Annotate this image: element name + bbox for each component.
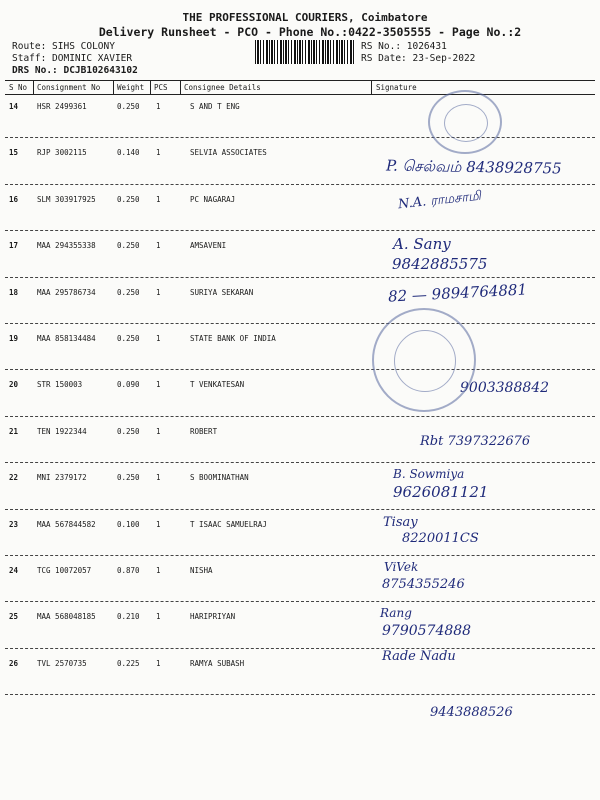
stamp-bank [372,308,476,412]
row-consignee: PC NAGARAJ [190,194,236,204]
signature: ViVek [384,560,419,574]
row-separator [5,416,595,417]
row-weight: 0.250 [117,102,140,111]
row-sno: 15 [9,148,19,158]
row-pcs: 1 [156,658,161,668]
row-pcs: 1 [156,334,161,343]
row-pcs: 1 [156,380,161,390]
row-separator [5,184,595,185]
row-sno: 25 [9,612,19,622]
route: Route: SIHS COLONY [12,41,115,52]
rs-date: RS Date: 23-Sep-2022 [361,53,476,64]
row-separator [5,137,595,138]
signature: Rang [380,606,412,621]
row-consignment-no: MAA 567844582 [37,519,96,529]
row-consignee: T ISAAC SAMUELRAJ [190,519,267,529]
signature: 9003388842 [460,380,550,397]
row-sno: 17 [9,241,19,251]
row-consignment-no: MAA 294355338 [37,241,96,251]
row-consignee: HARIPRIYAN [190,612,236,622]
table-top-border [5,80,595,81]
row-consignment-no: TEN 1922344 [37,426,87,436]
signature-phone: 9790574888 [382,623,472,640]
row-sno: 24 [9,566,19,575]
column-header-sno: S No [9,83,28,92]
drs-number: DRS No.: DCJB102643102 [12,65,138,76]
row-pcs: 1 [156,566,161,575]
signature-phone: 9626081121 [393,483,489,502]
row-separator [5,694,595,695]
row-weight: 0.100 [117,519,140,529]
stamp-top [428,90,502,154]
row-weight: 0.250 [117,473,140,483]
signature-phone: 8220011CS [402,530,479,546]
row-consignee: S BOOMINATHAN [190,473,249,483]
signature-phone: 9842885575 [392,255,488,274]
row-sno: 20 [9,380,19,390]
barcode [255,40,355,64]
row-separator [5,277,595,278]
row-separator [5,230,595,231]
column-divider [371,80,372,94]
row-pcs: 1 [156,102,161,111]
signature: Rade Nadu [382,648,456,664]
row-weight: 0.140 [117,148,140,158]
rs-number: RS No.: 1026431 [361,41,447,52]
row-pcs: 1 [156,473,161,483]
column-header-weight: Weight [117,83,145,92]
row-weight: 0.250 [117,426,140,436]
signature: B. Sowmiya [393,467,465,482]
row-consignment-no: STR 150003 [37,380,83,390]
row-weight: 0.250 [117,194,140,204]
row-separator [5,462,595,463]
row-consignee: RAMYA SUBASH [190,658,245,668]
row-sno: 18 [9,287,19,297]
row-consignment-no: RJP 3002115 [37,148,87,158]
row-weight: 0.210 [117,612,140,622]
column-header-consignment: Consignment No [37,83,101,92]
row-weight: 0.250 [117,334,140,343]
column-header-signature: Signature [376,83,417,92]
row-pcs: 1 [156,612,161,622]
row-weight: 0.225 [117,658,140,668]
row-sno: 23 [9,519,19,529]
row-pcs: 1 [156,426,161,436]
staff: Staff: DOMINIC XAVIER [12,53,133,64]
row-consignee: STATE BANK OF INDIA [190,334,276,343]
row-consignee: SELVIA ASSOCIATES [190,148,267,158]
subtitle: Delivery Runsheet - PCO - Phone No.:0422-3505555 - Page No.:2 [98,25,522,39]
row-separator [5,601,595,602]
row-weight: 0.870 [117,566,140,575]
row-pcs: 1 [156,519,161,529]
signature: 82 — 9894764881 [387,279,528,306]
signature: P. செல்வம் 8438928755 [385,156,562,178]
row-sno: 19 [9,334,19,343]
row-pcs: 1 [156,194,161,204]
row-consignment-no: TVL 2570735 [37,658,87,668]
row-consignment-no: MAA 568048185 [37,612,96,622]
row-separator [5,323,595,324]
signature: A. Sany [393,235,451,254]
signature: Rbt 7397322676 [420,433,531,449]
row-consignee: T VENKATESAN [190,380,245,390]
row-consignee: ROBERT [190,426,218,436]
row-weight: 0.250 [117,287,140,297]
row-consignee: SURIYA SEKARAN [190,287,254,297]
row-consignment-no: MAA 295786734 [37,287,96,297]
row-consignee: AMSAVENI [190,241,227,251]
row-consignment-no: TCG 10072057 [37,566,92,575]
title: THE PROFESSIONAL COURIERS, Coimbatore [182,11,428,24]
row-pcs: 1 [156,241,161,251]
column-divider [33,80,34,94]
column-divider [180,80,181,94]
column-divider [113,80,114,94]
row-consignment-no: SLM 303917925 [37,194,96,204]
row-sno: 22 [9,473,19,483]
row-separator [5,555,595,556]
row-weight: 0.090 [117,380,140,390]
row-sno: 16 [9,194,19,204]
row-sno: 21 [9,426,19,436]
row-consignment-no: MAA 858134484 [37,334,96,343]
row-consignee: NISHA [190,566,213,575]
signature-phone: 8754355246 [382,577,465,592]
signature-phone: 9443888526 [430,704,513,720]
row-sno: 26 [9,658,19,668]
column-header-pcs: PCS [154,83,168,92]
row-sno: 14 [9,102,19,111]
table-header-border [5,94,595,95]
row-separator [5,369,595,370]
column-header-consignee: Consignee Details [184,83,261,92]
row-consignment-no: MNI 2379172 [37,473,87,483]
row-consignment-no: HSR 2499361 [37,102,87,111]
row-weight: 0.250 [117,241,140,251]
row-pcs: 1 [156,148,161,158]
row-consignee: S AND T ENG [190,102,240,111]
row-separator [5,648,595,649]
row-pcs: 1 [156,287,161,297]
signature: Tisay [383,514,418,530]
column-divider [150,80,151,94]
signature: N.A. ராமசாமி [397,188,482,213]
row-separator [5,509,595,510]
